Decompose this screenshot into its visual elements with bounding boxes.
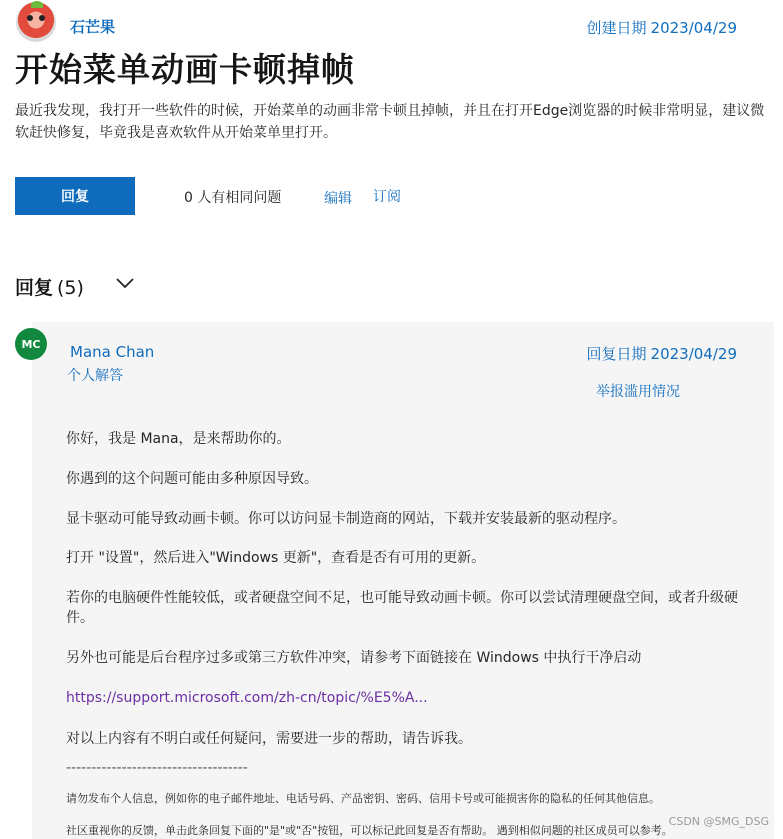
reply-date-value: 2023/04/29 xyxy=(650,345,737,363)
support-link[interactable]: https://support.microsoft.com/zh-cn/topic/%E5%A... xyxy=(66,690,428,706)
created-value: 2023/04/29 xyxy=(650,19,737,37)
feedback-note: 社区重视你的反馈，单击此条回复下面的"是"或"否"按钮，可以标记此回复是否有帮助。 遇到相似问题的社区成员可以参考。 xyxy=(66,824,673,837)
reply-role: 个人解答 xyxy=(67,368,123,384)
reply-author[interactable]: Mana Chan xyxy=(70,343,155,361)
report-abuse-link[interactable]: 举报滥用情况 xyxy=(596,384,680,400)
reply-paragraph: 你好，我是 Mana，是来帮助你的。 xyxy=(66,431,291,447)
reply-paragraph: 另外也可能是后台程序过多或第三方软件冲突，请参考下面链接在 Windows 中执行干净启动 xyxy=(66,650,642,666)
author-avatar[interactable] xyxy=(16,2,56,42)
reply-date-label: 回复日期 xyxy=(586,345,647,363)
same-question-count: 0 人有相同问题 xyxy=(184,190,282,206)
reply-button[interactable]: 回复 xyxy=(15,177,135,215)
divider-line: ------------------------------------ xyxy=(66,760,248,776)
replies-label: 回复 xyxy=(15,277,54,299)
reply-avatar[interactable]: MC xyxy=(15,328,47,360)
replies-count: (5) xyxy=(57,277,84,299)
avatar-eye-right xyxy=(39,15,45,21)
edit-link[interactable]: 编辑 xyxy=(324,191,352,207)
watermark: CSDN @SMG_DSG xyxy=(668,815,769,828)
subscribe-link[interactable]: 订阅 xyxy=(373,189,401,205)
created-label: 创建日期 xyxy=(586,19,647,37)
reply-paragraph: 你遇到的这个问题可能由多种原因导致。 xyxy=(66,471,318,487)
replies-header xyxy=(15,273,84,300)
reply-closing: 对以上内容有不明白或任何疑问，需要进一步的帮助，请告诉我。 xyxy=(66,731,472,747)
reply-paragraph: 显卡驱动可能导致动画卡顿。你可以访问显卡制造商的网站，下载并安装最新的驱动程序。 xyxy=(66,511,626,527)
avatar-eye-left xyxy=(27,15,33,21)
avatar-leaf xyxy=(31,1,43,8)
created-date xyxy=(587,17,737,38)
reply-paragraph: 打开 "设置"，然后进入"Windows 更新"，查看是否有可用的更新。 xyxy=(66,550,486,566)
author-name[interactable]: 石芒果 xyxy=(70,18,116,36)
question-body: 最近我发现，我打开一些软件的时候，开始菜单的动画非常卡顿且掉帧，并且在打开Edge浏览器的时候非常明显，建议微软赶快修复，毕竟我是喜欢软件从开始菜单里打开。 xyxy=(15,103,765,141)
chevron-down-icon[interactable] xyxy=(115,275,135,291)
privacy-note: 请勿发布个人信息，例如你的电子邮件地址、电话号码、产品密钥、密码、信用卡号或可能损害你的隐私的任何其他信息。 xyxy=(66,792,660,805)
reply-date xyxy=(587,343,737,364)
reply-paragraph: 若你的电脑硬件性能较低，或者硬盘空间不足，也可能导致动画卡顿。你可以尝试清理硬盘空间，或者升级硬件。 xyxy=(66,590,738,626)
page-title: 开始菜单动画卡顿掉帧 xyxy=(15,50,355,89)
